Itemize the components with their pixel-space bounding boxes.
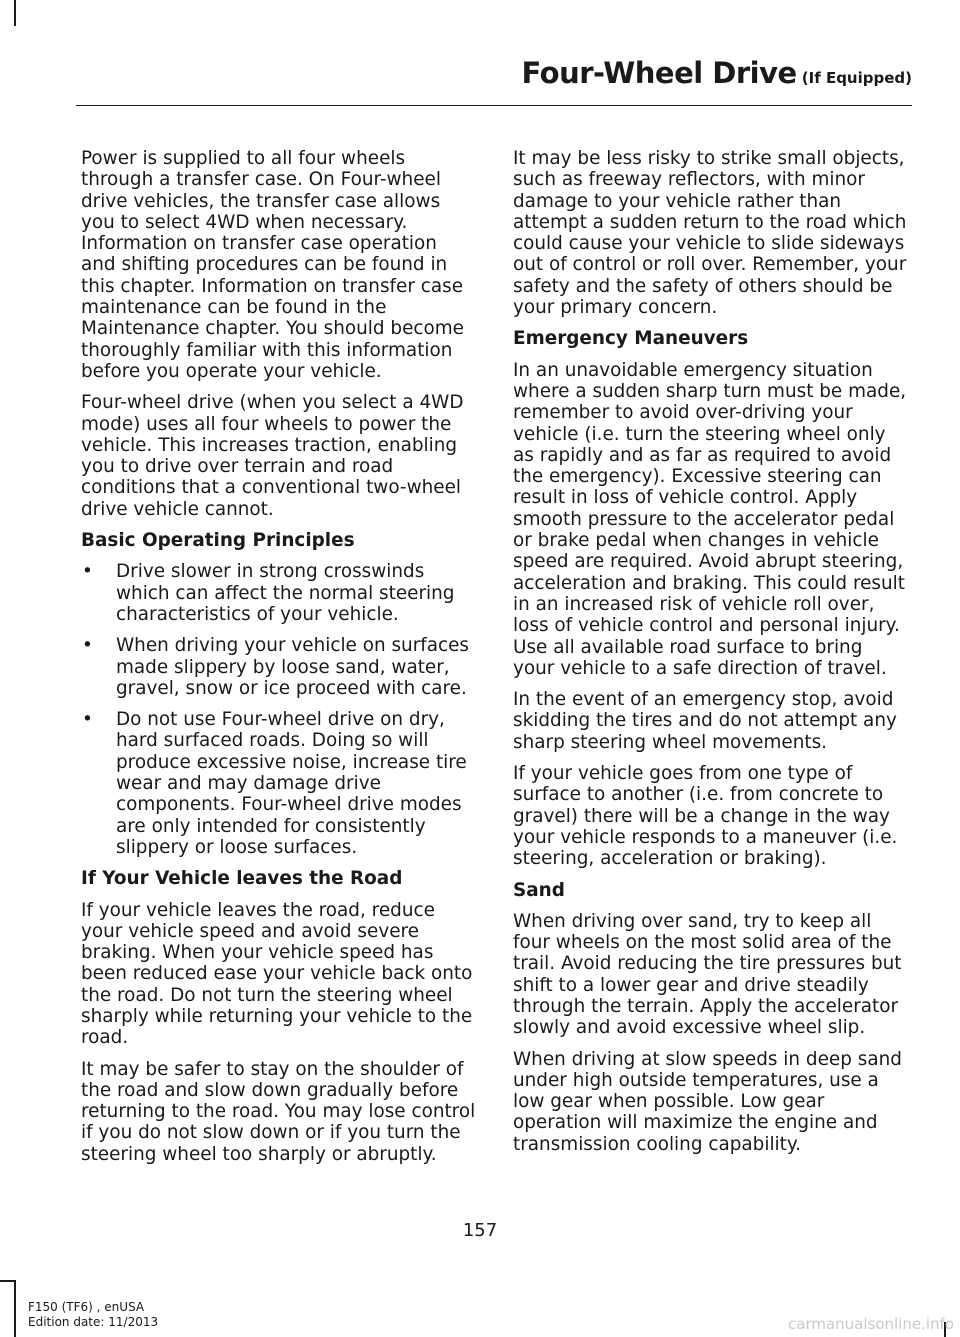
intro-paragraph: Power is supplied to all four wheels through a transfer case. On Four-wheel drive vehicles, the transfer case allows you to select 4WD when necessary. Information on transfer case operation and shifting procedures can be found in this chapter. Information on transfer case maintenance can be found in the Maintenance chapter. You should become thoroughly familiar with this information before you operate your vehicle.: [81, 148, 464, 382]
crop-mark-top-left: [14, 0, 16, 26]
bullet: •: [82, 561, 93, 583]
deep-sand-paragraph: When driving at slow speeds in deep sand under high outside temperatures, use a low gear when possible. Low gear operation will maximize the engine and transmission cooling capability.: [513, 1048, 902, 1155]
emergency-paragraph: In an unavoidable emergency situation where a sudden sharp turn must be made, remember to avoid over-driving your vehicle (i.e. turn the steering wheel only as rapidly and as far as required to avoid the emergency). Excessive steering can result in loss of vehicle control. Apply smooth pressure to the accelerator pedal or brake pedal when changes in vehicle speed are required. Avoid abrupt steering, acceleration and braking. This could result in an increased risk of vehicle roll over, loss of vehicle control and personal injury. Use all available road surface to bring your vehicle to a safe direction of travel.: [513, 359, 907, 679]
small-objects-paragraph: It may be less risky to strike small objects, such as freeway reflectors, with minor damage to your vehicle rather than attempt a sudden return to the road which could cause your vehicle to slide sideways out of control or roll over. Remember, your safety and the safety of others should be your primary concern.: [513, 148, 907, 319]
list-item: [81, 635, 476, 699]
page-title: Four-Wheel Drive: [521, 56, 797, 90]
left-column: [81, 148, 476, 1175]
basic-operating-principles-heading: Basic Operating Principles: [81, 530, 355, 552]
list-item-text: Do not use Four-wheel drive on dry, hard surfaced roads. Doing so will produce excessive noise, increase tire wear and may damage drive components. Four-wheel drive modes are only intended for consistently slippery or loose surfaces.: [116, 709, 467, 858]
principles-list: [81, 561, 476, 858]
footer-model: F150 (TF6) , enUSA: [28, 1300, 145, 1314]
list-item: [81, 709, 476, 858]
footer: [28, 1300, 158, 1330]
shoulder-paragraph: It may be safer to stay on the shoulder of the road and slow down gradually before returning to the road. You may lose control if you do not slow down or if you turn the steering wheel too sharply or abruptly.: [81, 1058, 476, 1165]
emergency-stop-paragraph: In the event of an emergency stop, avoid skidding the tires and do not attempt any sharp steering wheel movements.: [513, 689, 897, 753]
page-title-qualifier: (If Equipped): [801, 69, 912, 87]
sand-heading: Sand: [513, 879, 565, 901]
page-header: [0, 56, 912, 90]
list-item-text: When driving your vehicle on surfaces made slippery by loose sand, water, gravel, snow or ice proceed with care.: [116, 635, 470, 699]
bullet: •: [82, 709, 93, 731]
footer-edition: Edition date: 11/2013: [28, 1315, 159, 1329]
crop-mark-bottom-left-horizontal: [0, 1280, 16, 1282]
list-item-text: Drive slower in strong crosswinds which can affect the normal steering characteristics of your vehicle.: [116, 561, 455, 625]
emergency-maneuvers-heading: Emergency Maneuvers: [513, 328, 749, 350]
crop-mark-bottom-left-vertical: [14, 1280, 16, 1337]
leaves-road-paragraph: If your vehicle leaves the road, reduce your vehicle speed and avoid severe braking. When your vehicle speed has been reduced ease your vehicle back onto the road. Do not turn the steering wheel sharply while returning your vehicle to the road.: [81, 899, 473, 1049]
four-wheel-drive-paragraph: Four-wheel drive (when you select a 4WD mode) uses all four wheels to power the vehicle. This increases traction, enabling you to drive over terrain and road conditions that a conventional two-wheel drive vehicle cannot.: [81, 392, 464, 520]
bullet: •: [82, 635, 93, 657]
sand-paragraph: When driving over sand, try to keep all four wheels on the most solid area of the trail. Avoid reducing the tire pressures but shift to a lower gear and drive steadily through the terrain. Apply the accelerator slowly and avoid excessive wheel slip.: [513, 910, 902, 1039]
leaves-road-heading: If Your Vehicle leaves the Road: [81, 868, 403, 890]
list-item: [81, 561, 476, 625]
page-number: 157: [462, 1220, 498, 1241]
watermark: carmanualsonline.info: [788, 1315, 954, 1333]
header-rule: [76, 105, 912, 106]
right-column: [513, 148, 908, 1165]
surface-change-paragraph: If your vehicle goes from one type of surface to another (i.e. from concrete to gravel) there will be a change in the way your vehicle responds to a maneuver (i.e. steering, acceleration or braking).: [513, 763, 898, 870]
